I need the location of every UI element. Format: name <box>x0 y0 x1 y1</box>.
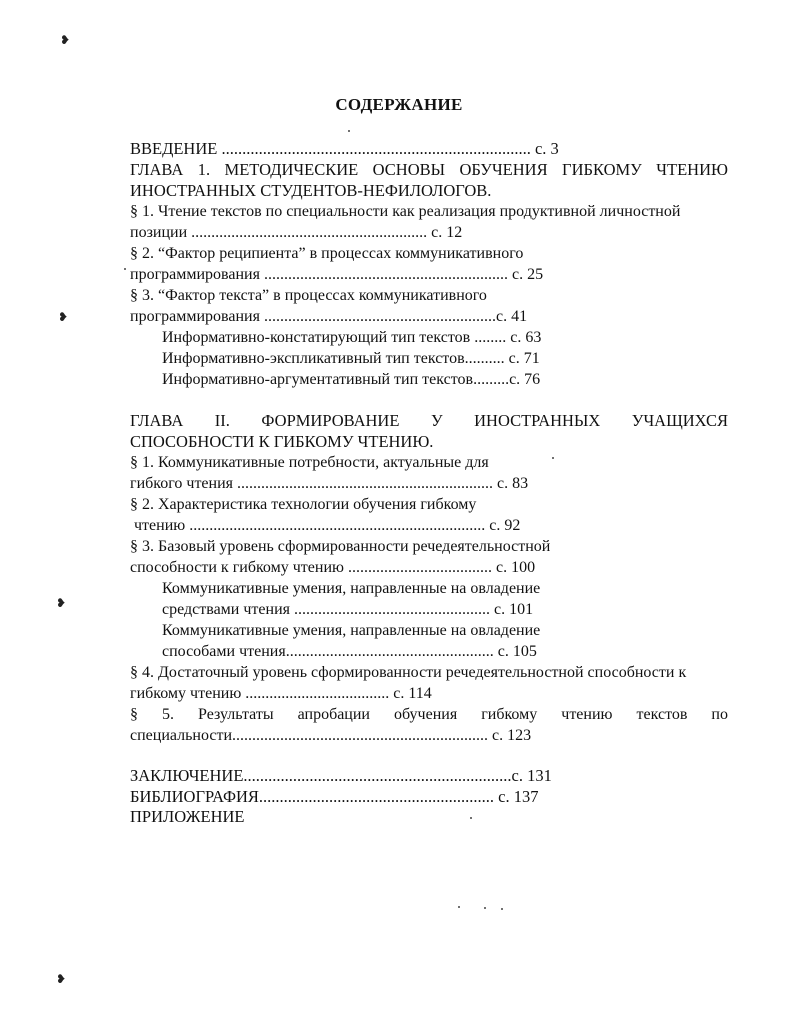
entry-word: Результаты <box>198 706 274 723</box>
heading-word: МЕТОДИЧЕСКИЕ <box>224 160 359 179</box>
toc-entry-bibliography: БИБЛИОГРАФИЯ......................................................... с. 137 <box>130 787 539 806</box>
entry-word: обучения <box>394 706 458 723</box>
scan-speck <box>470 817 472 819</box>
entry-word: § <box>130 706 138 723</box>
toc-entry-ch1-s3: § 3. “Фактор текста” в процессах коммуникативного <box>130 287 487 304</box>
heading-word: ЧТЕНИЮ <box>656 160 728 179</box>
toc-entry-intro: ВВЕДЕНИЕ ........................................................................... с. 3 <box>130 139 559 158</box>
entry-word: текстов <box>636 706 688 723</box>
toc-entry-ch2-s4-page: гибкому чтению .................................... с. 114 <box>130 685 432 702</box>
heading-word: ФОРМИРОВАНИЕ <box>261 411 400 430</box>
toc-entry-ch1-s3-page: программирования ..........................................................с. 41 <box>130 308 528 325</box>
scan-mark: ❥ <box>56 972 67 986</box>
scan-speck <box>348 130 350 132</box>
page-title: СОДЕРЖАНИЕ <box>335 95 463 114</box>
scan-mark: ❥ <box>56 596 67 610</box>
entry-word: апробации <box>297 706 370 723</box>
toc-subentry-ch2-1-page: средствами чтения ................................................. с. 101 <box>162 601 534 618</box>
toc-entry-ch2-s5 <box>130 705 728 725</box>
toc-entry-appendix: ПРИЛОЖЕНИЕ <box>130 807 245 826</box>
toc-entry-ch1-s2-page: программирования ............................................................. с. 25 <box>130 266 544 283</box>
entry-word: чтению <box>561 706 613 723</box>
toc-subentry-ch1-3: Информативно-аргументативный тип текстов.........с. 76 <box>162 371 541 388</box>
heading-word: УЧАЩИХСЯ <box>631 411 728 430</box>
toc-entry-ch2-s2-page: чтению .......................................................................... с. 92 <box>134 517 521 534</box>
toc-entry-ch2-s5-page: специальности................................................................ с. 123 <box>130 727 532 744</box>
heading-word: 1. <box>197 160 211 179</box>
toc-subentry-ch1-2: Информативно-экспликативный тип текстов.......... с. 71 <box>162 350 540 367</box>
toc-entry-ch2-s3-page: способности к гибкому чтению .................................... с. 100 <box>130 559 536 576</box>
heading-word: II. <box>214 411 230 430</box>
heading-word: ОБУЧЕНИЯ <box>459 160 548 179</box>
heading-word: ГЛАВА <box>130 411 184 430</box>
toc-subentry-ch2-1: Коммуникативные умения, направленные на овладение <box>162 580 541 597</box>
entry-word: по <box>711 706 728 723</box>
heading-word: ОСНОВЫ <box>372 160 446 179</box>
toc-entry-ch2-s4: § 4. Достаточный уровень сформированности речедеятельностной способности к <box>130 664 687 681</box>
toc-subentry-ch2-2-page: способами чтения.................................................... с. 105 <box>162 643 537 660</box>
toc-entry-ch1-s2: § 2. “Фактор реципиента” в процессах коммуникативного <box>130 245 524 262</box>
scan-speck <box>552 457 554 459</box>
chapter1-heading <box>130 160 728 180</box>
heading-word: ГЛАВА <box>130 160 184 179</box>
heading-word: У <box>430 411 443 430</box>
scan-speck <box>458 906 460 908</box>
chapter2-heading <box>130 411 728 431</box>
toc-entry-ch1-s1: § 1. Чтение текстов по специальности как реализация продуктивной личностной <box>130 203 681 220</box>
toc-entry-conclusion: ЗАКЛЮЧЕНИЕ.................................................................с. 131 <box>130 766 552 785</box>
toc-subentry-ch1-1: Информативно-констатирующий тип текстов ........ с. 63 <box>162 329 542 346</box>
chapter1-heading-line2: ИНОСТРАННЫХ СТУДЕНТОВ-НЕФИЛОЛОГОВ. <box>130 181 492 200</box>
scan-speck <box>501 908 503 910</box>
entry-word: 5. <box>162 706 175 723</box>
toc-entry-ch2-s1-page: гибкого чтения ................................................................ с. 83 <box>130 475 529 492</box>
toc-entry-ch2-s2: § 2. Характеристика технологии обучения гибкому <box>130 496 477 513</box>
scan-mark: ❥ <box>60 33 71 47</box>
chapter2-heading-line2: СПОСОБНОСТИ К ГИБКОМУ ЧТЕНИЮ. <box>130 432 434 451</box>
toc-subentry-ch2-2: Коммуникативные умения, направленные на овладение <box>162 622 541 639</box>
scan-speck <box>124 268 126 270</box>
toc-entry-ch2-s3: § 3. Базовый уровень сформированности речедеятельностной <box>130 538 551 555</box>
scan-speck <box>484 907 486 909</box>
toc-entry-ch2-s1: § 1. Коммуникативные потребности, актуальные для <box>130 454 489 471</box>
toc-entry-ch1-s1-page: позиции ........................................................... с. 12 <box>130 224 463 241</box>
scan-mark: ❥ <box>58 310 69 324</box>
entry-word: гибкому <box>481 706 538 723</box>
heading-word: ИНОСТРАННЫХ <box>474 411 601 430</box>
heading-word: ГИБКОМУ <box>562 160 642 179</box>
